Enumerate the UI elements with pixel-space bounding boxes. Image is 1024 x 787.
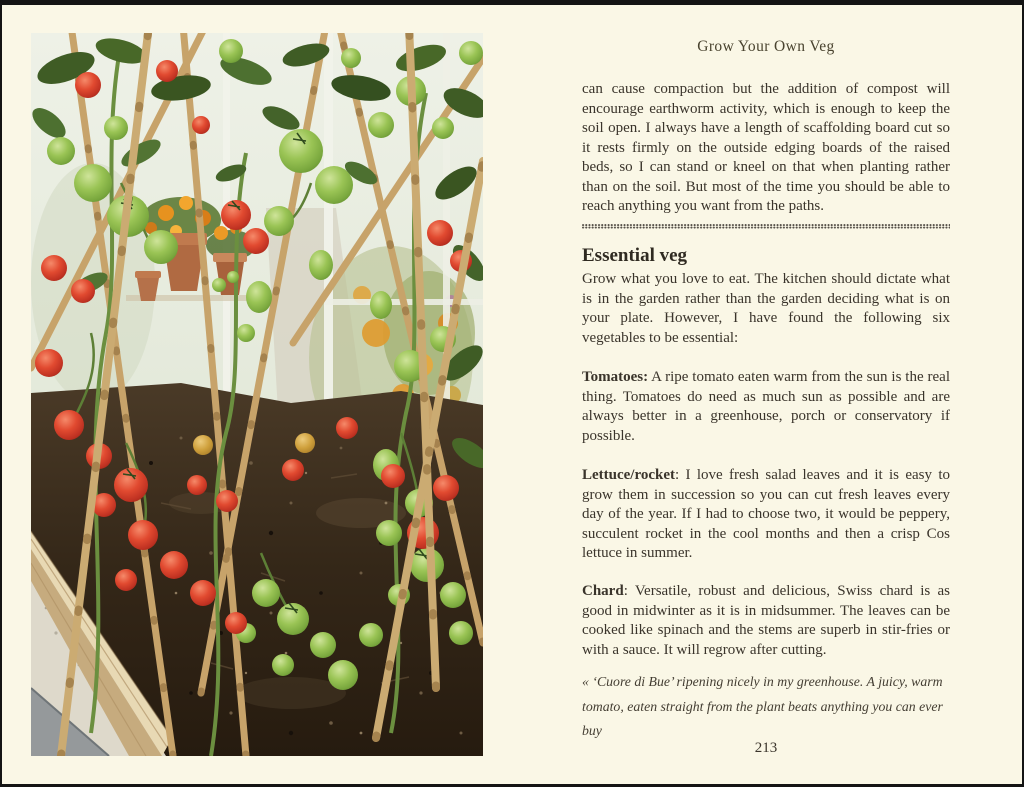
page-number: 213 bbox=[754, 740, 778, 756]
greenhouse-photo-art bbox=[31, 33, 483, 756]
photo-caption: « ‘Cuore di Bue’ ripening nicely in my greenhouse. A juicy, warm tomato, eaten straight from the plant beats anything you can ever buy bbox=[582, 674, 943, 738]
section-intro: Grow what you love to eat. The kitchen should dictate what is in the garden rather than the garden deciding what is on your plate. However, I have found the following six vegetables to be essential: bbox=[582, 271, 950, 346]
dotted-divider bbox=[582, 224, 950, 229]
entry-tomatoes-body: A ripe tomato eaten warm from the sun is the real thing. Tomatoes do need as much sun as possible and are always better in a greenhouse, porch or conservatory if possible. bbox=[582, 369, 950, 444]
entry-tomatoes bbox=[582, 368, 950, 446]
entry-lettuce-rocket-term: Lettuce/rocket bbox=[582, 467, 676, 483]
entry-lettuce-rocket bbox=[582, 466, 950, 564]
entry-tomatoes-term: Tomatoes: bbox=[582, 369, 649, 385]
entry-lettuce-rocket-body: : I love fresh salad leaves and it is easy to grow them in succession so you can cut fresh leaves every day of the year. If I had to choose two, it would be peppery, succulent rocket in the cool months and then a crisp Cos lettuce in summer. bbox=[582, 467, 950, 561]
entry-chard-term: Chard bbox=[582, 583, 624, 599]
entry-chard-body: : Versatile, robust and delicious, Swiss chard is as good in midwinter as it is in midsummer. The leaves can be cooked like spinach and the stems are superb in stir-fries or with a sauce. It will regrow after cutting. bbox=[582, 583, 950, 658]
greenhouse-photo bbox=[31, 33, 483, 756]
section-heading: Essential veg bbox=[582, 245, 688, 266]
intro-paragraph: can cause compaction but the addition of compost will encourage earthworm activity, which is enough to keep the soil open. I always have a length of scaffolding board cut so it rests firmly on the outside edging boards of the raised beds, so I can stand or kneel on that when planting rather than on the soil. But most of the time you should be able to reach anything you want from the paths. bbox=[582, 81, 950, 214]
entry-chard bbox=[582, 582, 950, 660]
running-head: Grow Your Own Veg bbox=[697, 38, 835, 55]
text-column bbox=[582, 5, 950, 784]
